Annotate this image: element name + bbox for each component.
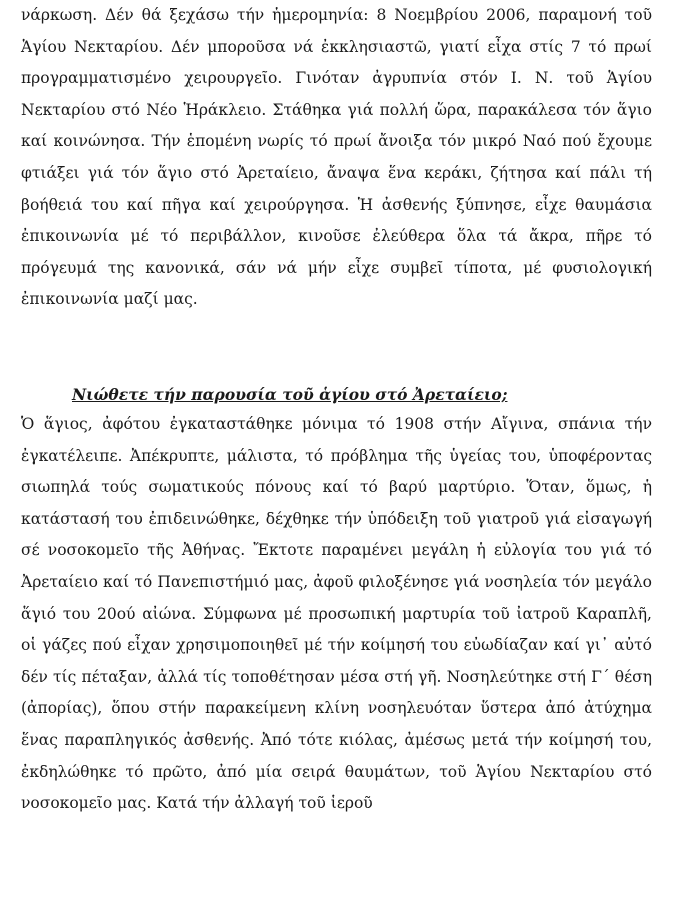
- body-paragraph-1: νάρκωση. Δέν θά ξεχάσω τήν ἡμερομηνία: 8 Νοεμβρίου 2006, παραμονή τοῦ Ἁγίου Νεκταρίου. Δέν μποροῦσα νά ἐκκλησιαστῶ, γιατί εἶχα στίς 7 τό πρωί προγραμματισμένο χειρουργεῖο. Γινόταν ἀγρυπνία στόν Ι. Ν. τοῦ Ἁγίου Νεκταρίου στό Νέο Ἡράκλειο. Στάθηκα γιά πολλή ὥρα, παρακάλεσα τόν ἅγιο καί κοινώνησα. Τήν ἑπομένη νωρίς τό πρωί ἄνοιξα τόν μικρό Ναό πού ἔχουμε φτιάξει γιά τόν ἅγιο στό Ἀρεταίειο, ἄναψα ἕνα κεράκι, ζήτησα καί πάλι τή βοήθειά του καί πῆγα καί χειρούργησα. Ἡ ἀσθενής ξύπνησε, εἶχε θαυμάσια ἐπικοινωνία μέ τό περιβάλλον, κινοῦσε ἐλεύθερα ὅλα τά ἄκρα, πῆρε τό πρόγευμά της κανονικά, σάν νά μήν εἶχε συμβεῖ τίποτα, μέ φυσιολογική ἐπικοινωνία μαζί μας.: [21, 6, 652, 309]
- body-paragraph-2: Ὁ ἅγιος, ἀφότου ἐγκαταστάθηκε μόνιμα τό 1908 στήν Αἴγινα, σπάνια τήν ἐγκατέλειπε. Ἀπέκρυπτε, μάλιστα, τό πρόβλημα τῆς ὑγείας του, ὑποφέροντας σιωπηλά τούς σωματικούς πόνους καί τό βαρύ μαρτύριο. Ὅταν, ὅμως, ἡ κατάστασή του ἐπιδεινώθηκε, δέχθηκε τήν ὑπόδειξη τοῦ γιατροῦ γιά εἰσαγωγή σέ νοσοκομεῖο τῆς Ἀθήνας. Ἔκτοτε παραμένει μεγάλη ἡ εὐλογία του γιά τό Ἀρεταίειο καί τό Πανεπιστήμιό μας, ἀφοῦ φιλοξένησε γιά νοσηλεία τόν μεγάλο ἅγιό του 20ού αἰώνα. Σύμφωνα μέ προσωπική μαρτυρία τοῦ ἰατροῦ Καραπλῆ, οἱ γάζες πού εἶχαν χρησιμοποιηθεῖ μέ τήν κοίμησή του εὐωδίαζαν καί γι᾽ αὐτό δέν τίς πέταξαν, ἀλλά τίς τοποθέτησαν μέσα στή γῆ. Νοσηλεύτηκε στή Γ΄ θέση (ἀπορίας), ὅπου στήν παρακείμενη κλίνη νοσηλευόταν ὕστερα ἀπό ἀτύχημα ἕνας παραπληγικός ἀσθενής. Ἀπό τότε κιόλας, ἀμέσως μετά τήν κοίμησή του, ἐκδηλώθηκε τό πρῶτο, ἀπό μία σειρά θαυμάτων, τοῦ Ἁγίου Νεκταρίου στό νοσοκομεῖο μας. Κατά τήν ἀλλαγή τοῦ ἱεροῦ: [21, 415, 652, 813]
- section-heading: Νιώθετε τήν παρουσία τοῦ ἁγίου στό Ἀρεταίειο;: [72, 385, 508, 404]
